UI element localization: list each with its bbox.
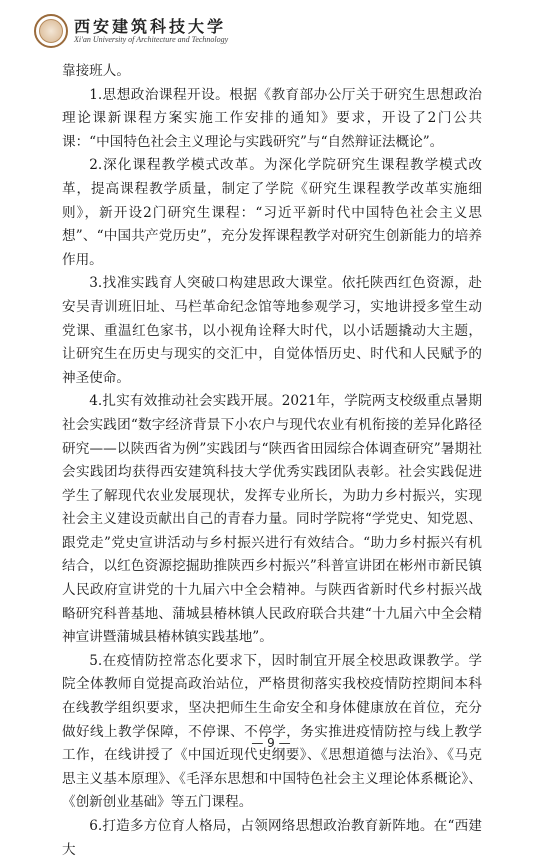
university-name-en: Xi'an University of Architecture and Technology — [74, 35, 229, 44]
paragraph-item-6: 6.打造多方位育人格局，占领网络思想政治教育新阵地。在“西建大 — [62, 818, 482, 858]
page-number: — 9 — — [251, 736, 291, 750]
university-seal-icon — [34, 14, 68, 48]
paragraph-item-5: 5.在疫情防控常态化要求下，因时制宜开展全校思政课教学。学院全体教师自觉提高政治站位，严格贯彻落实我校疫情防控期间本科在线教学组织要求，坚决把师生生命安全和身体健康放在首位，充分做好线上教学保障，不停课、不停学，务实推进疫情防控与线上教学工作，在线讲授了《中国近现代史纲要》、《思想道德与法治》、《马克思主义基本原理》、《毛泽东思想和中国特色社会主义理论体系概论》、《创新创业基础》等五门课程。 — [62, 652, 482, 811]
paragraph-item-4: 4.扎实有效推动社会实践开展。2021年，学院两支校级重点暑期社会实践团“数字经济背景下小农户与现代农业有机衔接的差异化路径研究——以陕西省为例”实践团与“陕西省田园综合体调查研究”暑期社会实践团均获得西安建筑科技大学优秀实践团队表彰。社会实践促进学生了解现代农业发展现状，发挥专业所长，为助力乡村振兴，实现社会主义建设贡献出自己的青春力量。同时学院将“学党史、知党恩、跟党走”党史宣讲活动与乡村振兴进行有效结合。“助力乡村振兴有机结合，以红色资源挖掘助推陕西乡村振兴”科普宣讲团在彬州市新民镇人民政府宣讲党的十九届六中全会精神。与陕西省新时代乡村振兴战略研究科普基地、蒲城县椿林镇人民政府联合共建“十九届六中全会精神宣讲暨蒲城县椿林镇实践基地”。 — [62, 393, 482, 646]
paragraph-continuation: 靠接班人。 — [62, 63, 130, 79]
paragraph-item-3: 3.找准实践育人突破口构建思政大课堂。依托陕西红色资源，赴安吴青训班旧址、马栏革命纪念馆等地参观学习，实地讲授多堂生动党课、重温红色家书，以小视角诠释大时代，以小话题撬动大主题，让研究生在历史与现实的交汇中，自觉体悟历史、时代和人民赋予的神圣使命。 — [62, 275, 482, 386]
page-header — [0, 0, 542, 56]
seal-center — [39, 19, 63, 43]
university-name-cn: 西安建筑科技大学 — [74, 17, 227, 36]
paragraph-item-1: 1.思想政治课程开设。根据《教育部办公厅关于研究生思想政治理论课新课程方案实施工作安排的通知》要求，开设了2门公共课：“中国特色社会主义理论与实践研究”与“自然辩证法概论”。 — [62, 86, 482, 150]
paragraph-item-2: 2.深化课程教学模式改革。为深化学院研究生课程教学模式改革，提高课程教学质量，制定了学院《研究生课程教学改革实施细则》，新开设2门研究生课程：“习近平新时代中国特色社会主义思想”、“中国共产党历史”，充分发挥课程教学对研究生创新能力的培养作用。 — [62, 157, 482, 268]
